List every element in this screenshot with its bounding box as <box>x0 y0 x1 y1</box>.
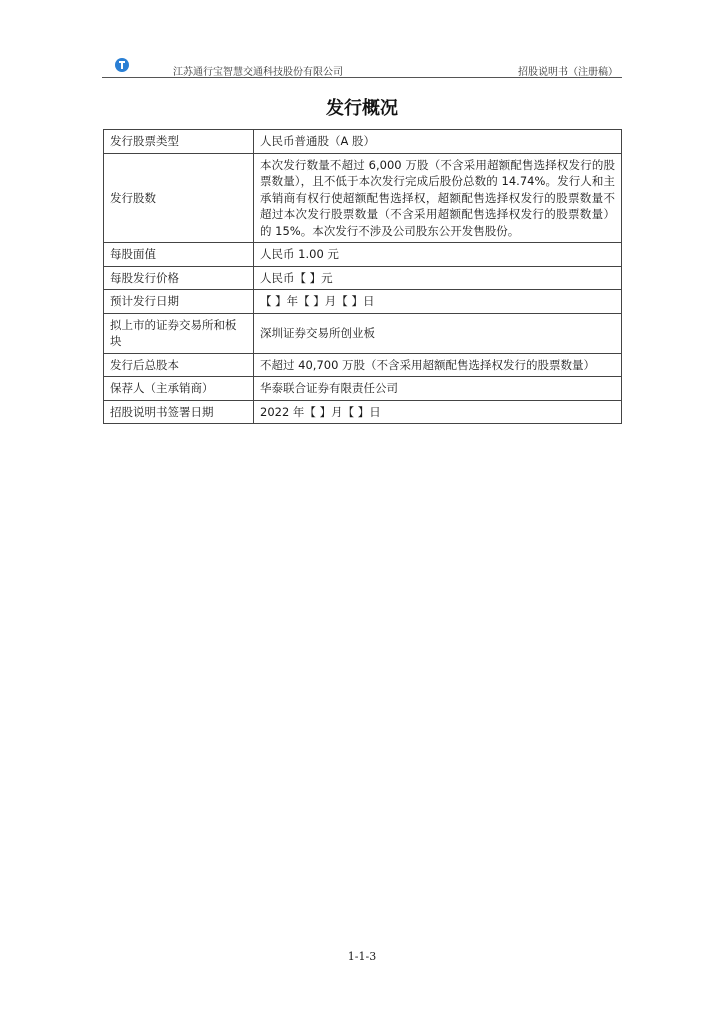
row-label: 保荐人（主承销商） <box>104 377 254 401</box>
row-label: 发行后总股本 <box>104 353 254 377</box>
table-row <box>104 243 622 267</box>
row-value: 深圳证券交易所创业板 <box>254 313 622 353</box>
company-logo <box>114 56 160 74</box>
header-company-name: 江苏通行宝智慧交通科技股份有限公司 <box>173 67 343 78</box>
offering-overview-table <box>103 129 622 424</box>
table-row <box>104 400 622 424</box>
row-value: 人民币普通股（A 股） <box>254 130 622 154</box>
header-divider <box>102 77 622 78</box>
row-value: 人民币 1.00 元 <box>254 243 622 267</box>
page-number: 1-1-3 <box>347 950 377 963</box>
table-row <box>104 353 622 377</box>
row-value: 2022 年【 】月【 】日 <box>254 400 622 424</box>
logo-mark-icon <box>114 56 160 74</box>
row-label: 拟上市的证券交易所和板块 <box>104 313 254 353</box>
page-title: 发行概况 <box>326 98 398 119</box>
table-row <box>104 290 622 314</box>
row-label: 招股说明书签署日期 <box>104 400 254 424</box>
row-label: 发行股票类型 <box>104 130 254 154</box>
row-value: 人民币【 】元 <box>254 266 622 290</box>
row-value: 【 】年【 】月【 】日 <box>254 290 622 314</box>
table-row <box>104 313 622 353</box>
row-label: 每股发行价格 <box>104 266 254 290</box>
table-row <box>104 153 622 243</box>
header-document-type: 招股说明书（注册稿） <box>518 67 618 78</box>
page-header <box>102 56 622 78</box>
table-row <box>104 266 622 290</box>
row-label: 发行股数 <box>104 153 254 243</box>
row-value: 不超过 40,700 万股（不含采用超额配售选择权发行的股票数量） <box>254 353 622 377</box>
row-label: 预计发行日期 <box>104 290 254 314</box>
row-label: 每股面值 <box>104 243 254 267</box>
table-row <box>104 130 622 154</box>
row-value: 本次发行数量不超过 6,000 万股（不含采用超额配售选择权发行的股票数量），且不低于本次发行完成后股份总数的 14.74%。发行人和主承销商有权行使超额配售选择权，超额配售选择权发行的股票数量不超过本次发行股票数量（不含采用超额配售选择权发行的股票数量）的 15%。本次发行不涉及公司股东公开发售股份。 <box>254 153 622 243</box>
table-row <box>104 377 622 401</box>
row-value: 华泰联合证券有限责任公司 <box>254 377 622 401</box>
